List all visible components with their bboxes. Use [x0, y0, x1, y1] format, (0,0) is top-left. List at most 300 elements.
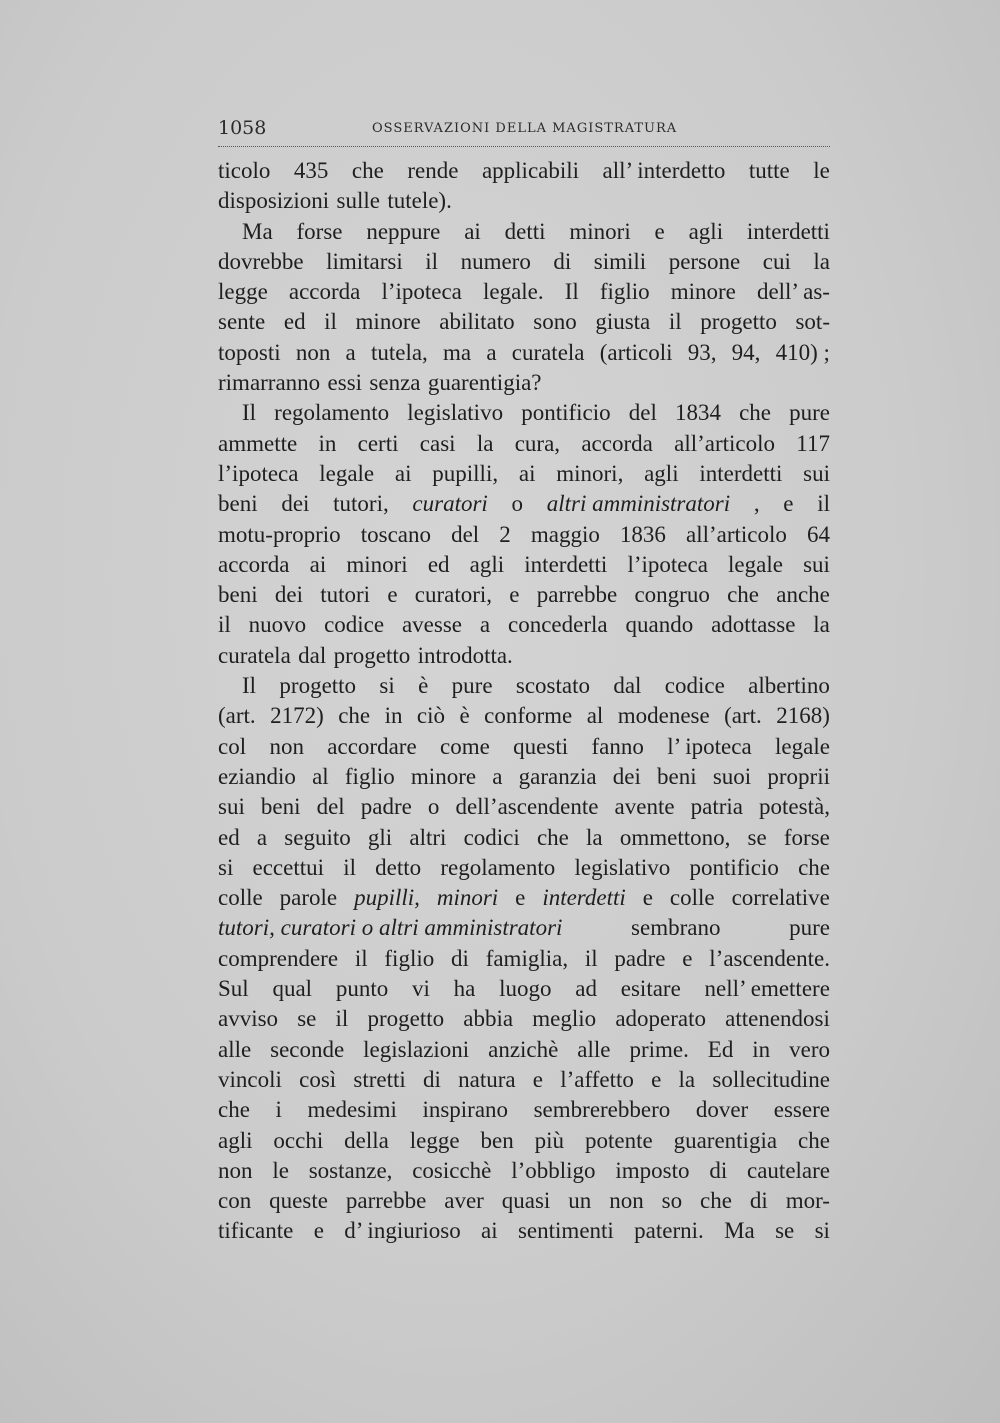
word: casi	[419, 430, 456, 456]
word: minori,	[556, 460, 624, 486]
word: persone	[668, 248, 741, 274]
word: che	[338, 703, 371, 729]
word: un	[568, 1188, 592, 1214]
word: (art.	[218, 703, 256, 729]
word: dal	[298, 642, 327, 668]
word: colle	[669, 885, 715, 911]
word: (art.	[724, 703, 762, 729]
word: avviso	[218, 1006, 279, 1032]
word: beni	[218, 491, 258, 517]
text-line	[218, 1035, 830, 1065]
word: progetto	[333, 642, 411, 668]
word: Ma	[242, 218, 273, 244]
word: in	[384, 703, 403, 729]
word: a	[256, 824, 268, 850]
word: si	[814, 1218, 830, 1244]
word: e	[509, 582, 520, 608]
text-line	[218, 429, 830, 459]
word: non	[269, 733, 304, 759]
text-line	[218, 853, 830, 883]
word: regolamento	[274, 400, 390, 426]
page-header	[218, 117, 830, 145]
word: prime.	[629, 1036, 689, 1062]
word: di	[749, 1188, 768, 1214]
word: il	[343, 854, 356, 880]
word: se	[747, 824, 767, 850]
word: tificante	[218, 1218, 294, 1244]
word: la	[586, 824, 603, 850]
italic-word: pupilli,	[354, 885, 420, 911]
text-line	[218, 792, 830, 822]
word: dei	[274, 582, 303, 608]
word: 2172)	[270, 703, 324, 729]
word: e	[515, 885, 526, 911]
word: con	[218, 1188, 252, 1214]
word: quasi	[501, 1188, 551, 1214]
word: legale	[728, 551, 783, 577]
word: sui	[218, 794, 245, 820]
word: Il	[242, 673, 257, 699]
word: agli	[218, 1127, 253, 1153]
text-line	[218, 1065, 830, 1095]
word: e	[651, 1066, 662, 1092]
word: imposto	[615, 1157, 690, 1183]
word: inspirano	[422, 1097, 509, 1123]
word: essi	[327, 370, 363, 396]
word: aver	[444, 1188, 484, 1214]
word: 64	[806, 521, 830, 547]
word: meglio	[532, 1006, 597, 1032]
word: curatela	[511, 339, 585, 365]
word: parrebbe	[536, 582, 618, 608]
word: è	[418, 673, 429, 699]
word: congruo	[634, 582, 710, 608]
word: accordare	[327, 733, 417, 759]
word: mor-	[785, 1188, 830, 1214]
word: codice	[324, 612, 385, 638]
word: e	[387, 582, 398, 608]
text-line	[218, 217, 830, 247]
word: la	[813, 248, 830, 274]
word: dover	[695, 1097, 749, 1123]
word: se	[297, 1006, 317, 1032]
word: proprii	[767, 763, 830, 789]
word: Ma	[724, 1218, 755, 1244]
word: l’ipoteca	[627, 551, 708, 577]
word: legislativo	[574, 854, 671, 880]
word: detto	[375, 854, 422, 880]
word: Il	[564, 279, 579, 305]
word: il	[324, 309, 337, 335]
word: ai	[518, 460, 536, 486]
word: correlative	[731, 885, 830, 911]
word: di	[709, 1157, 728, 1183]
word: sente	[218, 309, 266, 335]
word: disposizioni	[218, 188, 330, 214]
word: Ed	[707, 1036, 734, 1062]
word: il	[668, 309, 682, 335]
word: adoperato	[615, 1006, 706, 1032]
word: forse	[296, 218, 343, 244]
word: pupilli,	[432, 460, 499, 486]
word: il	[817, 491, 830, 517]
word: codici	[463, 824, 520, 850]
word: al	[586, 703, 604, 729]
word: è	[459, 703, 470, 729]
word: concederla	[508, 612, 608, 638]
word: legale	[775, 733, 830, 759]
word: senza	[369, 370, 421, 396]
word: parole	[279, 885, 338, 911]
word: alle	[577, 1036, 611, 1062]
word: Il	[242, 400, 257, 426]
text-line	[218, 610, 830, 640]
word: si	[218, 854, 234, 880]
word: legale.	[482, 279, 544, 305]
word: garanzia	[518, 763, 597, 789]
word: ai	[464, 218, 481, 244]
word: Sul	[218, 976, 249, 1002]
word: tutori,	[333, 491, 389, 517]
word: esitare	[620, 976, 681, 1002]
word: ai	[309, 551, 327, 577]
word: che	[700, 1188, 732, 1214]
word: ai	[394, 460, 412, 486]
word: sot-	[795, 309, 830, 335]
word: ticolo	[218, 158, 271, 183]
word: giusta	[595, 309, 651, 335]
word: guarentigia	[673, 1127, 778, 1153]
word: minori	[346, 551, 408, 577]
word: 410) ;	[775, 339, 830, 365]
word: patria	[690, 794, 743, 820]
word: cautelare	[747, 1157, 830, 1183]
word: figlio	[599, 279, 650, 305]
text-line	[218, 186, 830, 216]
word: del	[628, 400, 657, 426]
word: stretti	[353, 1066, 406, 1092]
italic-word: altri amministratori	[546, 491, 731, 517]
word: le	[813, 158, 830, 183]
word: l’ ipoteca	[667, 733, 752, 759]
word: al	[312, 763, 329, 789]
text-line	[218, 550, 830, 580]
word: beni	[657, 763, 697, 789]
word: figlio	[384, 945, 435, 971]
word: il	[218, 612, 231, 638]
word: simili	[593, 248, 647, 274]
word: tutele).	[387, 188, 452, 214]
word: sembrano	[631, 915, 721, 941]
word: abbia	[463, 1006, 514, 1032]
word: ommettono,	[619, 824, 731, 850]
word: interdetti	[699, 460, 783, 486]
word: del	[451, 521, 480, 547]
word: suoi	[712, 763, 752, 789]
word: o	[427, 794, 440, 820]
word: abilitato	[439, 309, 515, 335]
word: non	[218, 1157, 253, 1183]
word: colle	[218, 885, 263, 911]
text-line	[218, 883, 830, 913]
text-line	[218, 489, 830, 519]
word: minori	[569, 218, 631, 244]
text-line	[218, 307, 830, 337]
word: la	[678, 1066, 696, 1092]
word: legislativo	[407, 400, 504, 426]
word: che	[797, 1127, 830, 1153]
word: vero	[789, 1036, 830, 1062]
word: all’articolo	[674, 430, 776, 456]
word: parrebbe	[345, 1188, 427, 1214]
word: la	[476, 430, 494, 456]
word: eccettui	[252, 854, 325, 880]
word: progetto	[279, 673, 357, 699]
word: di	[553, 248, 572, 274]
word: 93,	[687, 339, 717, 365]
word: guarentigia?	[427, 370, 542, 396]
word: (articoli	[599, 339, 673, 365]
word: tutela,	[370, 339, 428, 365]
word: ciò	[416, 703, 446, 729]
word: comprendere	[218, 945, 339, 971]
word: come	[440, 733, 490, 759]
word: nell’ emettere	[704, 976, 830, 1002]
word: dovrebbe	[218, 248, 304, 274]
word: anzichè	[488, 1036, 559, 1062]
word: adottasse	[711, 612, 796, 638]
word: e	[313, 1218, 324, 1244]
text-line	[218, 1126, 830, 1156]
word: anche	[776, 582, 830, 608]
word: in	[318, 430, 337, 456]
word: dal	[613, 673, 642, 699]
word: albertino	[748, 673, 830, 699]
word: l’ipoteca	[381, 279, 462, 305]
word: a	[486, 339, 497, 365]
word: beni	[260, 794, 301, 820]
word: col	[218, 733, 247, 759]
word: avesse	[401, 612, 462, 638]
word: o	[511, 491, 524, 517]
word: che	[351, 158, 384, 183]
word: quando	[625, 612, 694, 638]
word: che	[727, 582, 760, 608]
word: e	[783, 491, 794, 517]
word: essere	[773, 1097, 830, 1123]
word: modenese	[617, 703, 710, 729]
word: accorda	[218, 551, 290, 577]
text-line	[218, 732, 830, 762]
word: numero	[460, 248, 531, 274]
word: la	[813, 612, 830, 638]
word: non	[609, 1188, 644, 1214]
word: medesimi	[307, 1097, 397, 1123]
word: toposti	[218, 339, 281, 365]
word: dei	[612, 763, 641, 789]
italic-word: tutori, curatori o altri amministratori	[218, 915, 563, 941]
word: legge	[409, 1127, 460, 1153]
word: ad	[575, 976, 597, 1002]
text-line	[218, 580, 830, 610]
text-line	[218, 1156, 830, 1186]
word: il	[584, 945, 598, 971]
word: introdotta.	[417, 642, 513, 668]
word: punto	[335, 976, 389, 1002]
word: di	[451, 945, 469, 971]
word: padre	[360, 794, 412, 820]
word: se	[775, 1218, 795, 1244]
word: non	[295, 339, 331, 365]
text-line	[218, 398, 830, 428]
text-line	[218, 974, 830, 1004]
word: occhi	[273, 1127, 324, 1153]
word: pure	[789, 915, 830, 941]
word: scostato	[515, 673, 590, 699]
word: forse	[783, 824, 830, 850]
word: di	[423, 1066, 441, 1092]
word: ma	[443, 339, 472, 365]
word: che	[536, 824, 569, 850]
word: all’ interdetto	[602, 158, 726, 183]
word: 1834	[674, 400, 721, 426]
word: pontificio	[689, 854, 779, 880]
word: della	[344, 1127, 389, 1153]
word: legale	[319, 460, 375, 486]
word: ed	[427, 551, 450, 577]
word: e	[682, 945, 693, 971]
word: so	[661, 1188, 683, 1214]
word: all’articolo	[686, 521, 787, 547]
text-line	[218, 247, 830, 277]
word: più	[534, 1127, 565, 1153]
word: 2	[499, 521, 511, 547]
word: certi	[357, 430, 399, 456]
word: dei	[281, 491, 310, 517]
italic-word: minori	[436, 885, 499, 911]
word: l’ipoteca	[218, 460, 299, 486]
word: famiglia,	[485, 945, 569, 971]
word: questi	[513, 733, 569, 759]
word: ha	[453, 976, 476, 1002]
word: padre	[614, 945, 666, 971]
word: l’affetto	[560, 1066, 634, 1092]
word: accorda	[288, 279, 361, 305]
word: maggio	[530, 521, 600, 547]
word: e	[654, 218, 665, 244]
word: queste	[269, 1188, 328, 1214]
text-line	[218, 671, 830, 701]
word: progetto	[367, 1006, 445, 1032]
word: sembrerebbero	[533, 1097, 671, 1123]
word: agli	[644, 460, 679, 486]
text-line	[218, 277, 830, 307]
word: agli	[688, 218, 724, 244]
word: i	[275, 1097, 282, 1123]
word: ben	[480, 1127, 514, 1153]
text-line	[218, 1186, 830, 1216]
word: curatela	[218, 642, 291, 668]
word: che	[218, 1097, 250, 1123]
word: così	[299, 1066, 337, 1092]
word: si	[379, 673, 395, 699]
word: seguito	[284, 824, 351, 850]
word: vi	[411, 976, 430, 1002]
word: e	[642, 885, 653, 911]
word: che	[739, 400, 771, 426]
word: pure	[789, 400, 830, 426]
word: dell’ascendente	[455, 794, 599, 820]
word: a	[345, 339, 356, 365]
word: accorda	[581, 430, 653, 456]
text-line	[218, 1095, 830, 1125]
word: rimarranno	[218, 370, 321, 396]
word: che	[798, 854, 830, 880]
text-line	[218, 368, 830, 398]
text-line	[218, 520, 830, 550]
word: del	[316, 794, 345, 820]
word: agli	[469, 551, 505, 577]
word: detti	[504, 218, 546, 244]
word: sulle	[336, 188, 380, 214]
word: eziandio	[218, 763, 296, 789]
header-rule	[218, 146, 830, 147]
text-line	[218, 156, 830, 186]
word: ammette	[218, 430, 298, 456]
word: d’ ingiurioso	[344, 1218, 461, 1244]
word: 435	[293, 158, 329, 183]
word: sono	[533, 309, 577, 335]
word: ai	[481, 1218, 498, 1244]
word: ,	[753, 491, 760, 517]
word: qual	[272, 976, 313, 1002]
text-line	[218, 338, 830, 368]
word: beni	[218, 582, 258, 608]
word: il	[354, 945, 368, 971]
text-line	[218, 944, 830, 974]
word: a	[479, 612, 491, 638]
word: conforme	[484, 703, 573, 729]
word: natura	[458, 1066, 516, 1092]
word: sostanze,	[308, 1157, 393, 1183]
word: ed	[283, 309, 306, 335]
word: 94,	[731, 339, 761, 365]
word: pontificio	[521, 400, 611, 426]
word: l’obbligo	[511, 1157, 596, 1183]
word: cura,	[514, 430, 561, 456]
word: paterni.	[634, 1218, 704, 1244]
word: sui	[803, 551, 830, 577]
word: rende	[407, 158, 459, 183]
text-line	[218, 762, 830, 792]
word: seconde	[270, 1036, 345, 1062]
word: minore	[410, 763, 477, 789]
text-line	[218, 641, 830, 671]
word: interdetti	[524, 551, 608, 577]
word: figlio	[344, 763, 395, 789]
italic-word: interdetti	[542, 885, 626, 911]
text-line	[218, 823, 830, 853]
word: potente	[584, 1127, 653, 1153]
word: le	[272, 1157, 289, 1183]
running-title: OSSERVAZIONI DELLA MAGISTRATURA	[372, 121, 678, 136]
word: toscano	[360, 521, 431, 547]
word: e	[532, 1066, 544, 1092]
word: vincoli	[218, 1066, 282, 1092]
word: 1836	[619, 521, 666, 547]
word: minore	[670, 279, 736, 305]
word: curatori,	[414, 582, 493, 608]
